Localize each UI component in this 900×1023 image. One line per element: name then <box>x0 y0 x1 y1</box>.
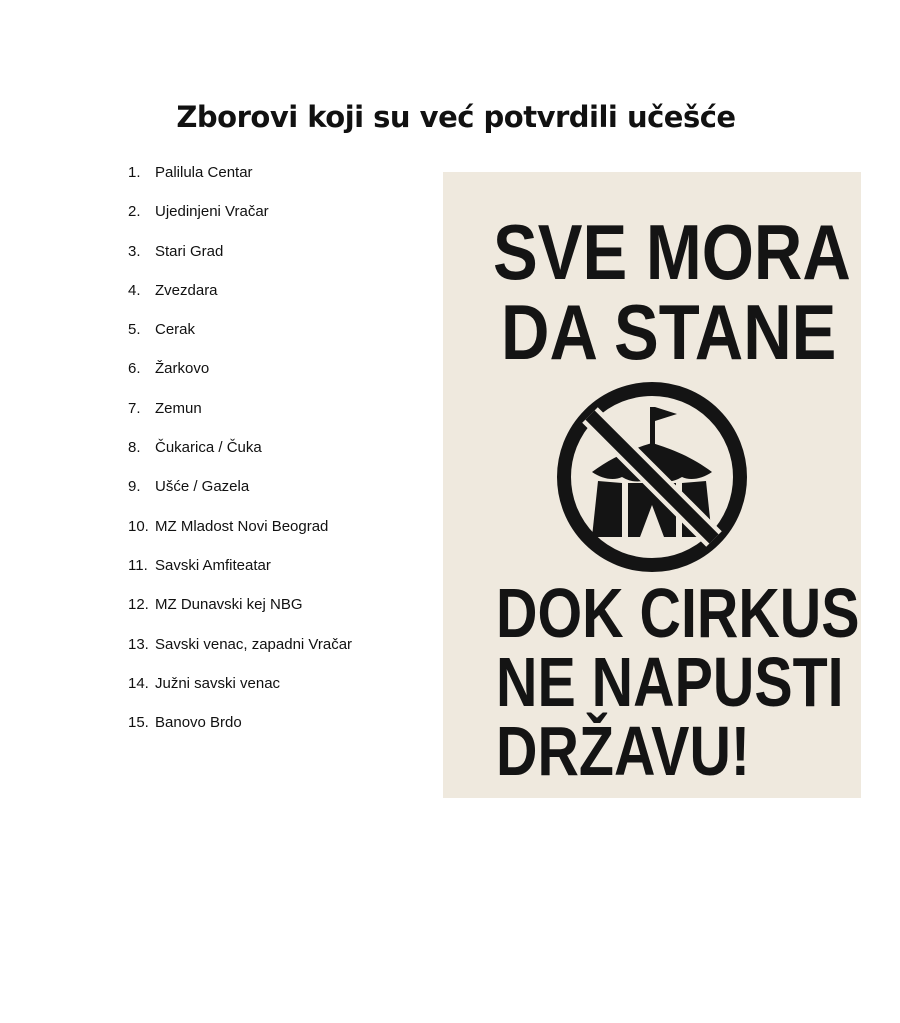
list-item-label: Zemun <box>155 399 202 417</box>
list-item-number: 13. <box>128 635 149 653</box>
list-item <box>128 280 352 319</box>
list-item-label: Ušće / Gazela <box>155 478 250 496</box>
list-item <box>128 241 352 280</box>
poster-tagline-line-2: NE NAPUSTI <box>496 643 844 721</box>
list-item-label: Ujedinjeni Vračar <box>155 203 269 221</box>
no-circus-tent-icon <box>552 377 752 577</box>
list-item-number: 3. <box>128 242 141 260</box>
list-item <box>128 162 352 201</box>
list-item <box>128 712 352 751</box>
list-item-label: Južni savski venac <box>155 674 281 692</box>
list-item-number: 9. <box>128 478 141 496</box>
list-item <box>128 398 352 437</box>
list-item-label: Banovo Brdo <box>155 714 242 732</box>
protest-poster <box>443 172 861 798</box>
list-item-number: 10. <box>128 517 149 535</box>
list-item <box>128 476 352 515</box>
page-title: Zborovi koji su već potvrdili učešće <box>176 100 736 134</box>
list-item-number: 14. <box>128 674 149 692</box>
list-item-number: 12. <box>128 596 149 614</box>
list-item-number: 11. <box>128 556 148 574</box>
list-item-label: Cerak <box>155 321 196 339</box>
poster-tagline-line-1: DOK CIRKUS <box>496 574 860 652</box>
list-item-number: 7. <box>128 399 141 417</box>
list-item <box>128 319 352 358</box>
list-item-label: MZ Mladost Novi Beograd <box>155 517 329 535</box>
list-item <box>128 437 352 476</box>
poster-tagline-line-3: DRŽAVU! <box>496 712 751 790</box>
list-item-label: MZ Dunavski kej NBG <box>155 596 303 614</box>
list-item <box>128 201 352 240</box>
list-item-label: Savski venac, zapadni Vračar <box>155 635 353 653</box>
poster-headline-line-2: DA STANE <box>501 288 837 376</box>
list-item-number: 8. <box>128 439 141 457</box>
list-item <box>128 516 352 555</box>
list-item-number: 2. <box>128 203 141 221</box>
list-item-number: 1. <box>128 164 141 181</box>
list-item-label: Zvezdara <box>155 281 218 299</box>
list-item-label: Čukarica / Čuka <box>155 439 262 457</box>
list-item-label: Palilula Centar <box>155 164 253 181</box>
list-item-label: Savski Amfiteatar <box>155 556 271 574</box>
choir-list <box>128 162 352 751</box>
list-item <box>128 555 352 594</box>
list-item-number: 4. <box>128 281 141 299</box>
list-item <box>128 358 352 397</box>
list-item-label: Žarkovo <box>155 360 210 378</box>
list-item-number: 15. <box>128 714 149 732</box>
list-item-number: 6. <box>128 360 141 378</box>
list-item-label: Stari Grad <box>155 242 224 260</box>
poster-headline-line-1: SVE MORA <box>493 208 851 296</box>
list-item-number: 5. <box>128 321 141 339</box>
list-item <box>128 673 352 712</box>
list-item <box>128 594 352 633</box>
list-item <box>128 634 352 673</box>
